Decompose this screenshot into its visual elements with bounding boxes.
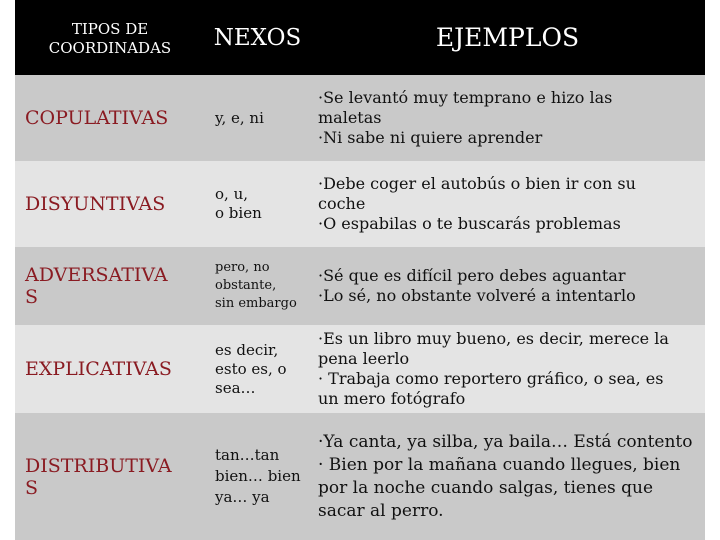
nexo-line: obstante, (215, 278, 277, 293)
coordinadas-table (15, 0, 705, 540)
example-line: ·Se levantó muy temprano e hizo las (318, 88, 613, 107)
type-disyuntivas: DISYUNTIVAS (15, 161, 205, 247)
example-line: ·O espabilas o te buscarás problemas (318, 214, 621, 233)
nexos-distributivas (205, 413, 310, 540)
examples-explicativas (310, 325, 705, 413)
examples-distributivas (310, 413, 705, 540)
example-line: por la noche cuando salgas, tienes que (318, 477, 654, 498)
type-copulativas: COPULATIVAS (15, 75, 205, 161)
nexos-adversativas (205, 247, 310, 325)
example-line: un mero fotógrafo (318, 389, 466, 408)
nexo-line: bien… bien (215, 467, 301, 485)
example-line: maletas (318, 108, 382, 127)
type-line: S (25, 476, 39, 499)
nexo-line: sin embargo (215, 296, 297, 311)
example-line: · Bien por la mañana cuando llegues, bien (318, 454, 681, 475)
nexo-line: ya… ya (215, 488, 270, 506)
example-line: ·Ni sabe ni quiere aprender (318, 128, 543, 147)
example-line: sacar al perro. (318, 500, 444, 521)
type-line: ADVERSATIVA (25, 264, 168, 286)
nexo-line: es decir, (215, 340, 279, 359)
examples-disyuntivas (310, 161, 705, 247)
example-line: · Trabaja como reportero gráfico, o sea, es (318, 369, 664, 388)
type-line: S (25, 286, 39, 308)
type-line: DISTRIBUTIVA (25, 454, 172, 477)
type-explicativas: EXPLICATIVAS (15, 325, 205, 413)
examples-copulativas (310, 75, 705, 161)
header-ejemplos: EJEMPLOS (310, 0, 705, 75)
header-nexos: NEXOS (205, 0, 310, 75)
example-line: ·Ya canta, ya silba, ya baila… Está contento (318, 431, 693, 452)
examples-adversativas (310, 247, 705, 325)
example-line: ·Sé que es difícil pero debes aguantar (318, 266, 626, 285)
example-line: pena leerlo (318, 349, 410, 368)
example-line: ·Debe coger el autobús o bien ir con su (318, 174, 636, 193)
nexo-line: sea… (215, 378, 256, 397)
nexo-line: o, u, (215, 185, 248, 203)
nexo-line: esto es, o (215, 359, 287, 378)
example-line: ·Lo sé, no obstante volveré a intentarlo (318, 286, 636, 305)
nexos-copulativas: y, e, ni (205, 75, 310, 161)
nexos-disyuntivas (205, 161, 310, 247)
nexos-explicativas (205, 325, 310, 413)
header-tipos: TIPOS DE COORDINADAS (15, 0, 205, 75)
example-line: ·Es un libro muy bueno, es decir, merece la (318, 329, 669, 348)
type-adversativas (15, 247, 205, 325)
nexo-line: pero, no (215, 260, 270, 275)
nexo-line: tan…tan (215, 446, 280, 464)
nexo-line: o bien (215, 204, 262, 222)
type-distributivas (15, 413, 205, 540)
example-line: coche (318, 194, 366, 213)
